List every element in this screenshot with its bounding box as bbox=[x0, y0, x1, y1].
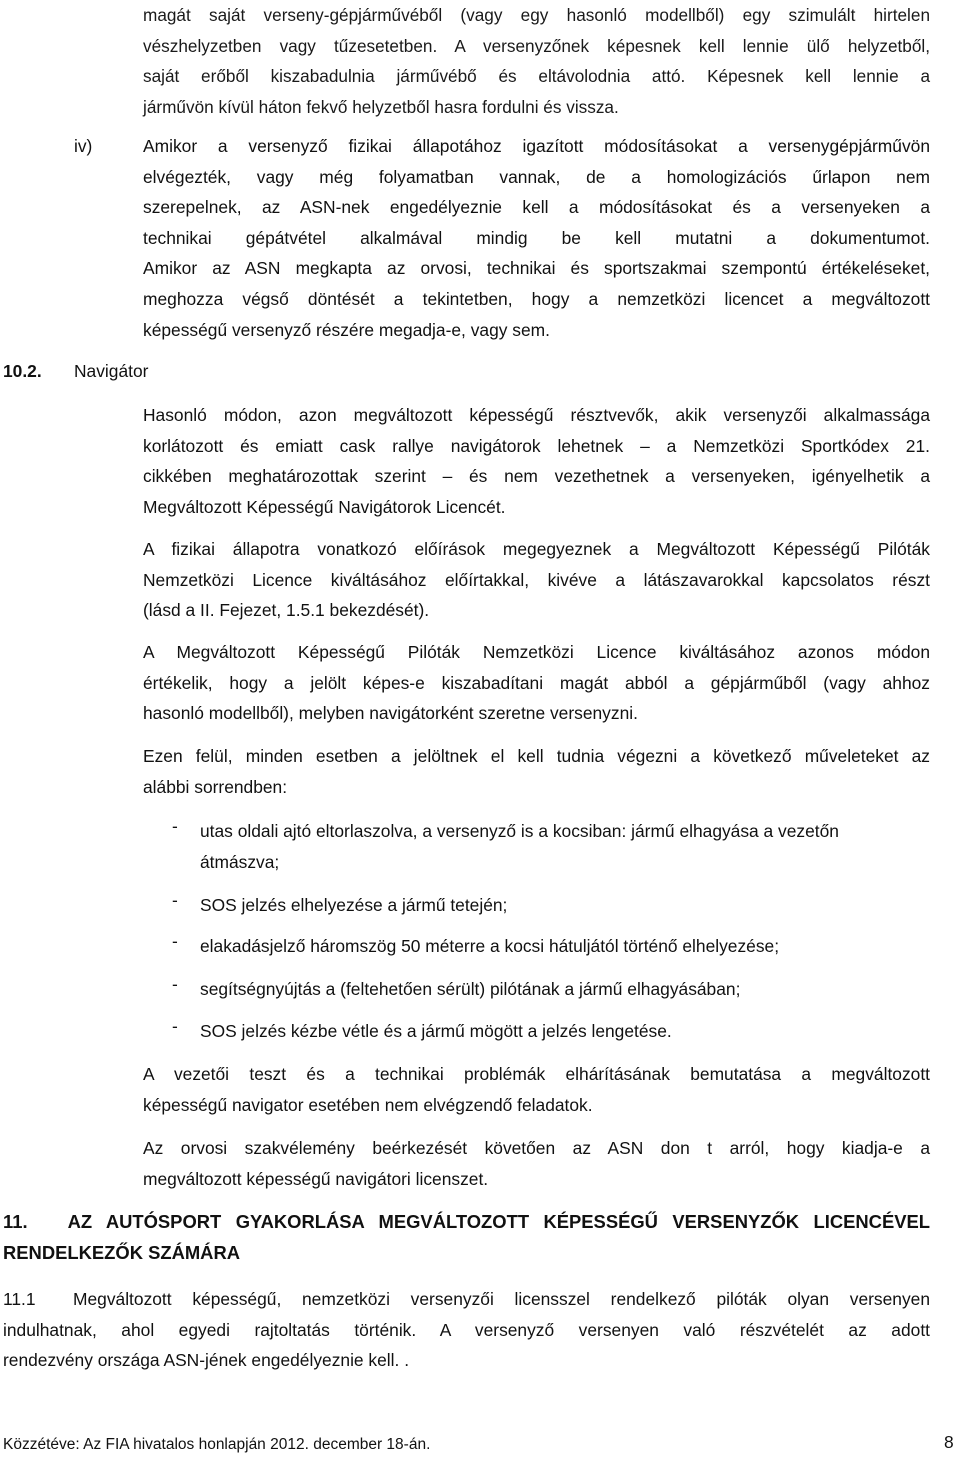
text-line: vészhelyzetben vagy tűzesetetben. A versenyzőnek képesnek kell lennie ülő helyzetből, bbox=[143, 35, 930, 56]
bullet-marker: - bbox=[172, 974, 178, 994]
text-line: értékelik, hogy a jelölt képes-e kiszabadítani magát abból a gépjárműből (vagy ahhoz bbox=[143, 672, 930, 693]
text-line: utas oldali ajtó eltorlaszolva, a versenyző is a kocsiban: jármű elhagyása a vezetőn bbox=[200, 821, 839, 841]
page-number: 8 bbox=[944, 1432, 954, 1452]
paragraph-medical-opinion bbox=[143, 1133, 930, 1194]
continued-paragraph bbox=[143, 0, 930, 123]
paragraph-evaluation bbox=[143, 637, 930, 729]
paragraph-navigator-licence bbox=[143, 400, 930, 522]
text-line: (lásd a II. Fejezet, 1.5.1 bekezdését). bbox=[143, 600, 430, 621]
section-10-2-title: Navigátor bbox=[74, 361, 149, 381]
section-11-1-line1: Megváltozott képességű, nemzetközi versenyzői licensszel rendelkező pilóták olyan versenyen bbox=[73, 1289, 930, 1309]
text-line: megváltozott képességű navigátori licenszet. bbox=[143, 1168, 489, 1189]
bullet-marker: - bbox=[172, 890, 178, 910]
text-line: Ezen felül, minden esetben a jelöltnek el kell tudnia végezni a következő műveleteket az bbox=[143, 746, 930, 766]
section-11-title-line2: RENDELKEZŐK SZÁMÁRA bbox=[3, 1242, 241, 1263]
section-11-title-line1: AZ AUTÓSPORT GYAKORLÁSA MEGVÁLTOZOTT KÉPESSÉGŰ VERSENYZŐK LICENCÉVEL bbox=[67, 1211, 930, 1232]
text-line: hasonló modellből), melyben navigátorként szeretne versenyzni. bbox=[143, 703, 638, 724]
list-item bbox=[200, 816, 930, 877]
section-11-1-paragraph bbox=[3, 1284, 930, 1376]
text-line: Hasonló módon, azon megváltozott képességű résztvevők, akik versenyzői alkalmassága bbox=[143, 405, 930, 425]
text-line: Amikor a versenyző fizikai állapotához igazított módosításokat a versenygépjárművön bbox=[143, 136, 930, 156]
text-line: Nemzetközi Licence kiváltásához előírtakkal, kivéve a látászavarokkal kapcsolatos részt bbox=[143, 569, 930, 590]
text-line: elvégezték, vagy még folyamatban vannak, de a homologizációs űrlapon nem bbox=[143, 166, 930, 187]
text-line: magát saját verseny-gépjárművéből (vagy egy hasonló modellből) egy szimulált hirtelen bbox=[143, 5, 930, 25]
text-line: korlátozott és emiatt cask rallye navigátorok lehetnek – a Nemzetközi Sportkódex 21. bbox=[143, 435, 930, 456]
text-line: képességű navigator esetében nem elvégzendő feladatok. bbox=[143, 1094, 593, 1115]
text-line: cikkében meghatározottak szerint – és nem vezethetnek a versenyeken, igényelhetik a bbox=[143, 466, 930, 487]
text-line: Az orvosi szakvélemény beérkezését követően az ASN don t arról, hogy kiadja-e a bbox=[143, 1138, 930, 1158]
list-item: SOS jelzés elhelyezése a jármű tetején; bbox=[200, 895, 508, 915]
section-11-heading bbox=[3, 1206, 930, 1268]
paragraph-physical-requirements bbox=[143, 534, 930, 626]
section-11-1-line2: indulhatnak, ahol egyedi rajtoltatás történik. A versenyző versenyen való részvételét az adott bbox=[3, 1319, 930, 1340]
text-line bbox=[3, 1284, 930, 1315]
bullet-marker: - bbox=[172, 816, 178, 836]
item-iv-label: iv) bbox=[74, 136, 93, 156]
text-line: képességű versenyző részére megadja-e, vagy sem. bbox=[143, 319, 550, 340]
footer-publication-note: Közzétéve: Az FIA hivatalos honlapján 2012. december 18-án. bbox=[3, 1436, 431, 1453]
list-item: elakadásjelző háromszög 50 méterre a kocsi hátuljától történő elhelyezése; bbox=[200, 936, 780, 956]
text-line: Amikor az ASN megkapta az orvosi, technikai és sportszakmai szempontú értékeléseket, bbox=[143, 258, 930, 279]
text-line: saját erőből kiszabadulnia járművébő és eltávolodnia attó. Képesnek kell lennie a bbox=[143, 66, 930, 87]
text-line: technikai gépátvétel alkalmával mindig be kell mutatni a dokumentumot. bbox=[143, 227, 930, 248]
bullet-marker: - bbox=[172, 1016, 178, 1036]
section-11-1-line3: rendezvény országa ASN-jének engedélyeznie kell. . bbox=[3, 1350, 410, 1371]
section-11-1-number: 11.1 bbox=[3, 1289, 36, 1309]
text-line: járművön kívül háton fekvő helyzetből hasra fordulni és vissza. bbox=[143, 97, 619, 118]
text-line: Megváltozott Képességű Navigátorok Licencét. bbox=[143, 496, 506, 517]
section-10-2-number: 10.2. bbox=[3, 361, 42, 381]
text-line: A Megváltozott Képességű Pilóták Nemzetközi Licence kiváltásához azonos módon bbox=[143, 642, 930, 662]
heading-line bbox=[3, 1206, 930, 1237]
text-line: alábbi sorrendben: bbox=[143, 776, 288, 797]
section-11-number: 11. bbox=[3, 1211, 28, 1232]
paragraph-operations-intro bbox=[143, 741, 930, 802]
text-line: átmászva; bbox=[200, 851, 280, 872]
text-line: szerepelnek, az ASN-nek engedélyeznie kell a módosításokat és a versenyeken a bbox=[143, 197, 930, 218]
text-line: A fizikai állapotra vonatkozó előírások megegyeznek a Megváltozott Képességű Pilóták bbox=[143, 539, 930, 559]
paragraph-driving-test bbox=[143, 1059, 930, 1120]
list-item: SOS jelzés kézbe vétle és a jármű mögött a jelzés lengetése. bbox=[200, 1021, 672, 1041]
list-item: segítségnyújtás a (feltehetően sérült) pilótának a jármű elhagyásában; bbox=[200, 979, 741, 999]
item-iv-paragraph bbox=[143, 131, 930, 345]
bullet-marker: - bbox=[172, 931, 178, 951]
text-line: meghozza végső döntését a tekintetben, hogy a nemzetközi licencet a megváltozott bbox=[143, 288, 930, 309]
text-line: A vezetői teszt és a technikai problémák elhárításának bemutatása a megváltozott bbox=[143, 1064, 930, 1084]
